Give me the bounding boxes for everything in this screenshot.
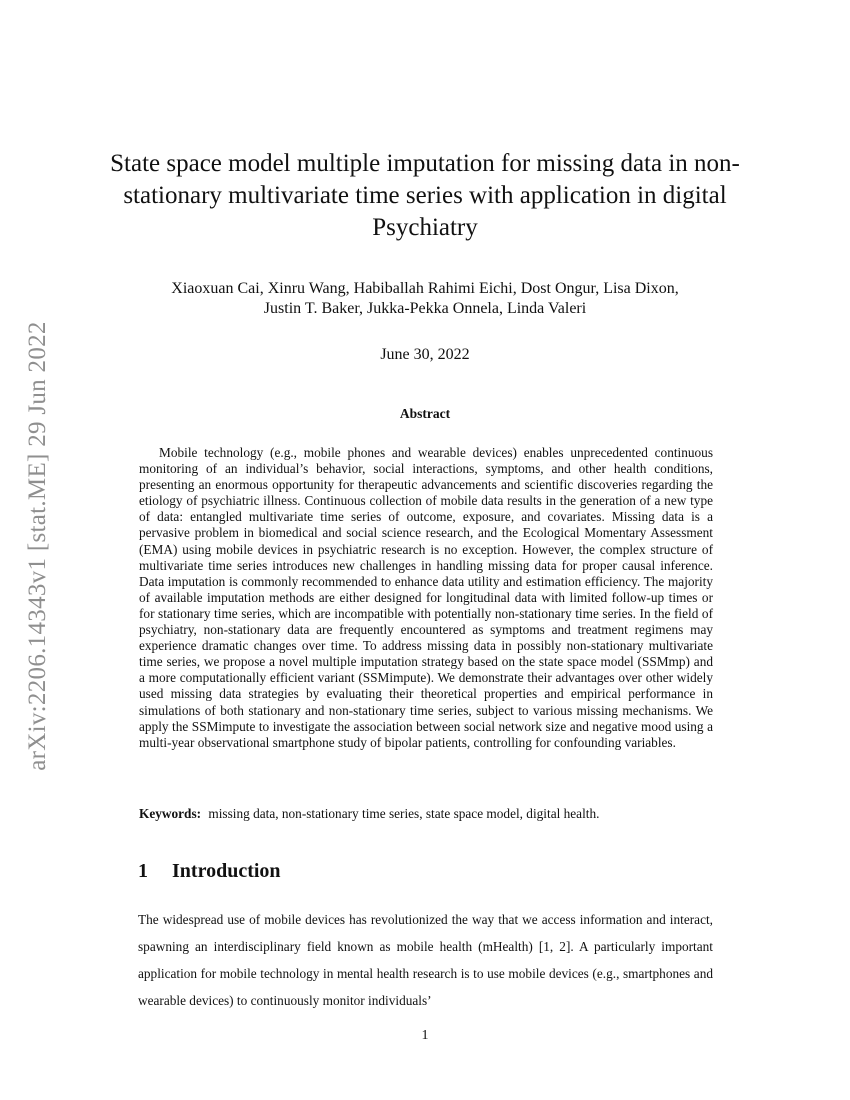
keywords <box>139 806 713 822</box>
author-list <box>100 279 750 319</box>
author-line-2: Justin T. Baker, Jukka-Pekka Onnela, Linda Valeri <box>263 300 587 317</box>
publication-date: June 30, 2022 <box>380 346 470 363</box>
section-title: Introduction <box>172 860 281 882</box>
abstract-text: Mobile technology (e.g., mobile phones and wearable devices) enables unprecedented continuous monitoring of an individual’s behavior, social interactions, symptoms, and other health conditions, presenting an enormous opportunity for therapeutic advancements and scientific discoveries regarding the etiology of psychiatric illness. Continuous collection of mobile data results in the generation of a new type of data: entangled multivariate time series of outcome, exposure, and covariates. Missing data is a pervasive problem in biomedical and social science research, and the Ecological Momentary Assessment (EMA) using mobile devices in psychiatric research is no exception. However, the complex structure of multivariate time series introduces new challenges in handling missing data for proper causal inference. Data imputation is commonly recommended to enhance data utility and estimation efficiency. The majority of available imputation methods are either designed for longitudinal data with limited follow-up times or for stationary time series, which are incompatible with potentially non-stationary time series. In the field of psychiatry, non-stationary data are frequently encountered as symptoms and treatment regimens may experience dramatic changes over time. To address missing data in possibly non-stationary multivariate time series, we propose a novel multiple imputation strategy based on the state space model (SSMmp) and a more computationally efficient variant (SSMimpute). We demonstrate their advantages over other widely used missing data strategies by evaluating their theoretical properties and empirical performance in simulations of both stationary and non-stationary time series, subject to various missing mechanisms. We apply the SSMimpute to investigate the association between social network size and negative mood using a multi-year observational smartphone study of bipolar patients, controlling for confounding variables. <box>139 445 713 750</box>
abstract-heading: Abstract <box>399 406 451 421</box>
keywords-label: Keywords: <box>139 806 202 821</box>
page-number: 1 <box>421 1028 429 1043</box>
section-heading-introduction <box>138 860 281 883</box>
author-line-1: Xiaoxuan Cai, Xinru Wang, Habiballah Rahimi Eichi, Dost Ongur, Lisa Dixon, <box>171 280 679 297</box>
introduction-paragraph: The widespread use of mobile devices has revolutionized the way that we access information and interact, spawning an interdisciplinary field known as mobile health (mHealth) [1, 2]. A particularly important application for mobile technology in mental health research is to use mobile devices (e.g., smartphones and wearable devices) to continuously monitor individuals’ <box>138 912 713 1008</box>
paper-title: State space model multiple imputation for missing data in non-stationary multivariate time series with application in digital Psychiatry <box>110 150 740 241</box>
section-number: 1 <box>138 860 148 882</box>
arxiv-identifier-text: arXiv:2206.14343v1 [stat.ME] 29 Jun 2022 <box>24 321 51 771</box>
keywords-text: missing data, non-stationary time series, state space model, digital health. <box>208 806 600 821</box>
